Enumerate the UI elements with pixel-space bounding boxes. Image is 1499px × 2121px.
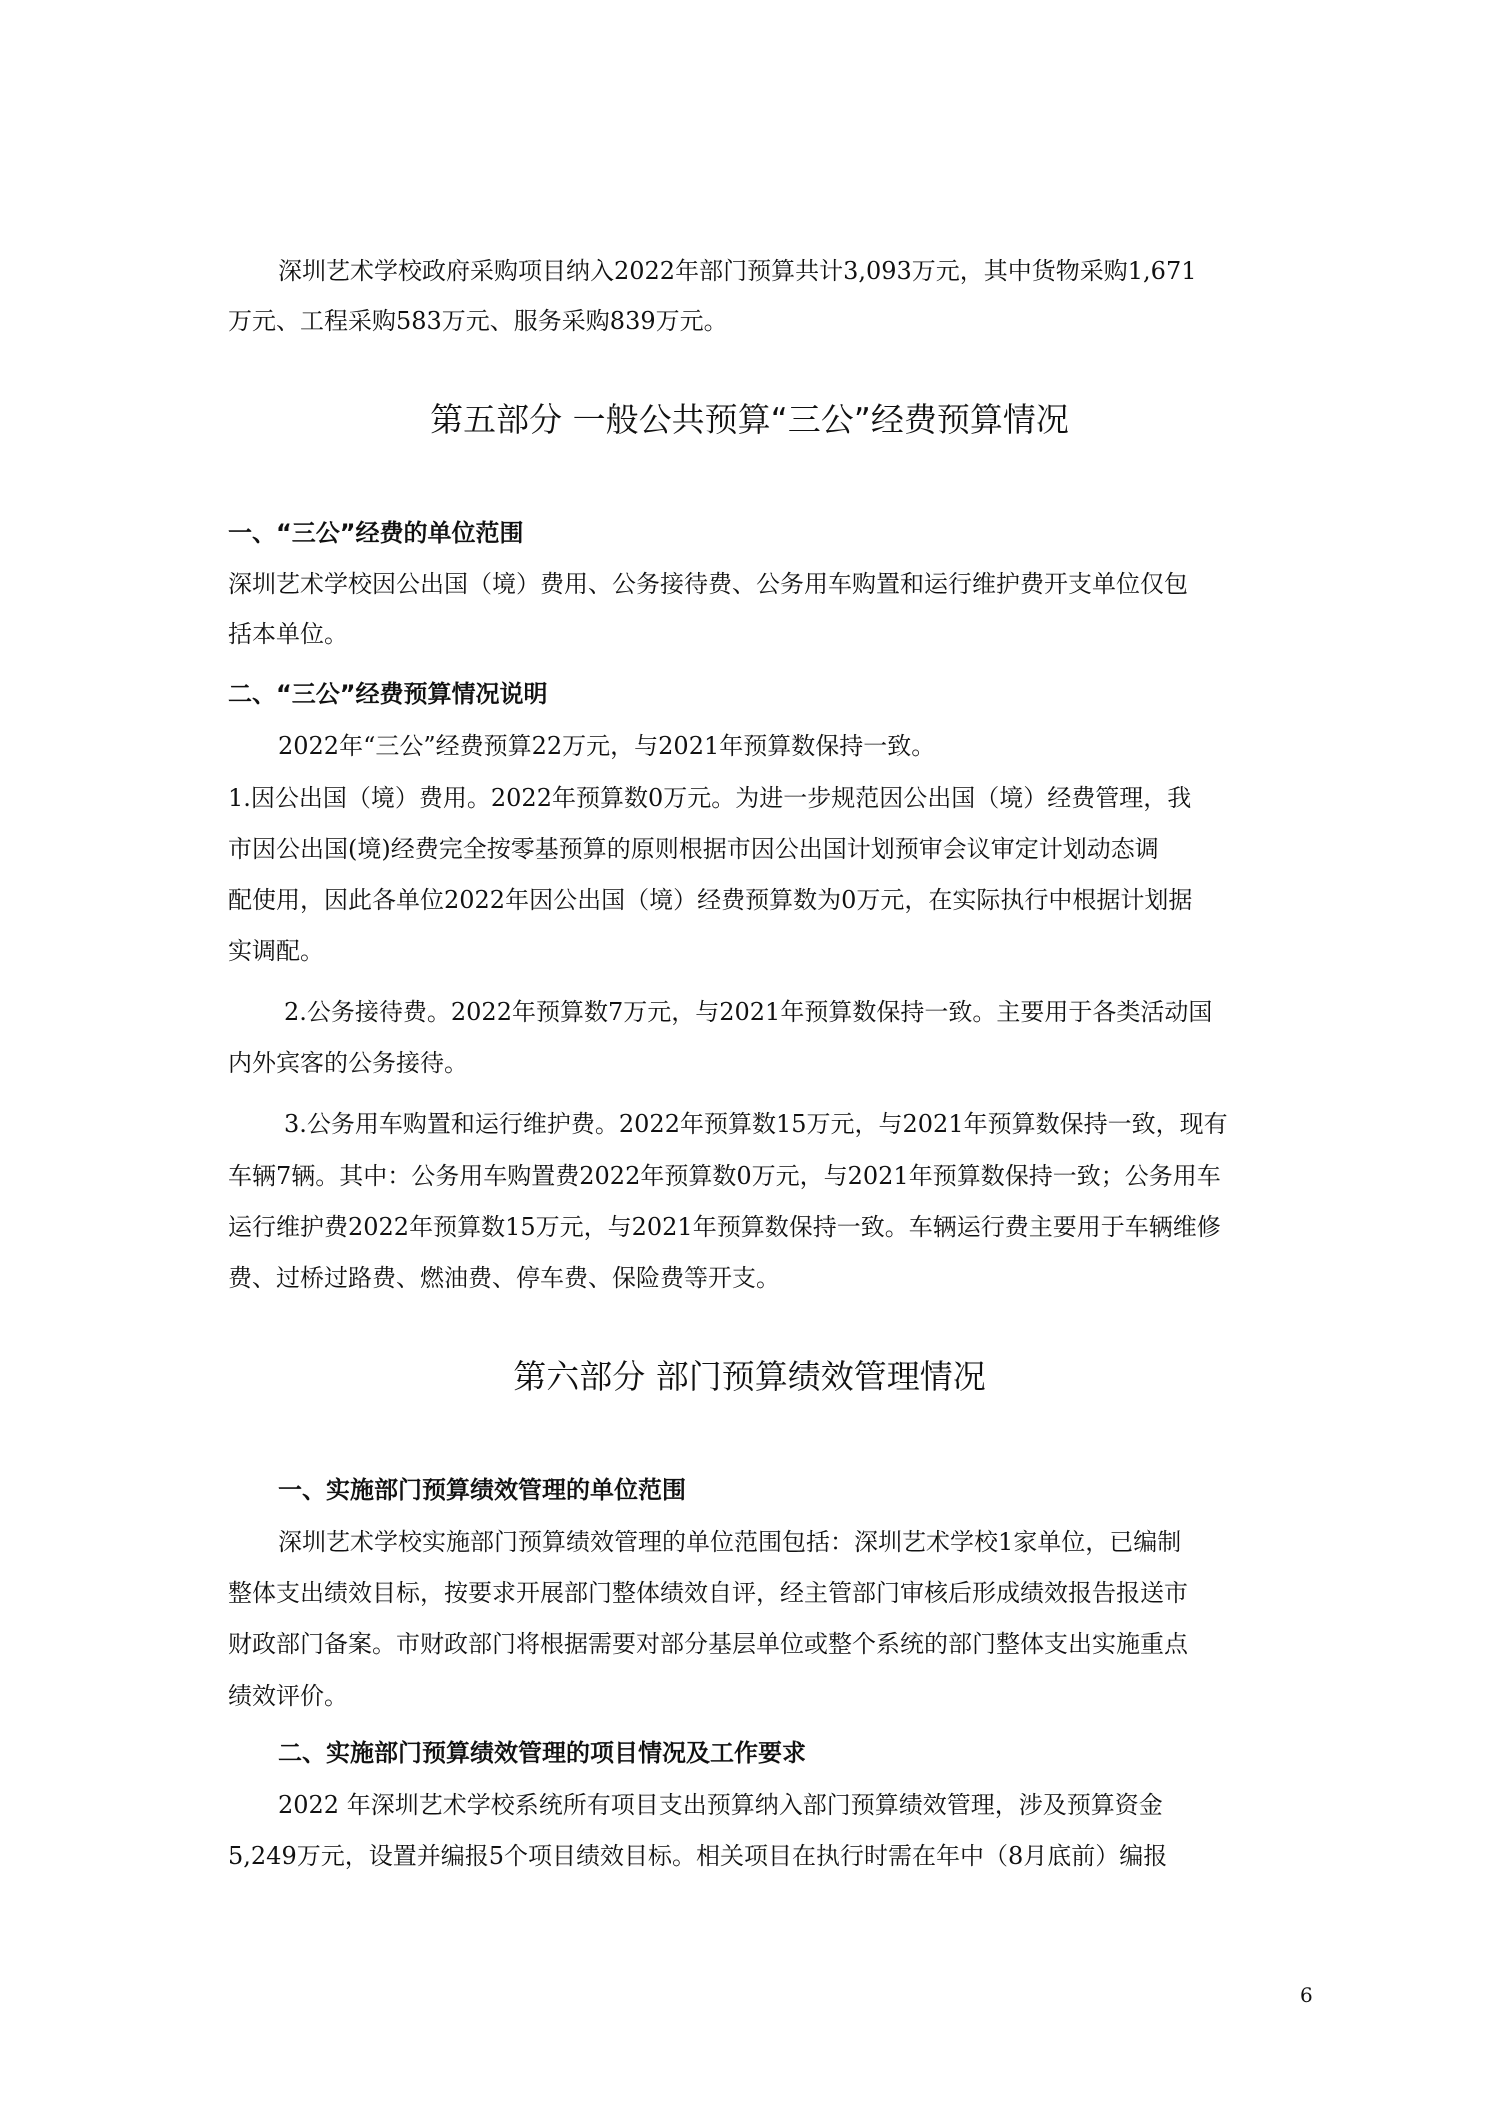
- part5-s1-line-1: 深圳艺术学校因公出国（境）费用、公务接待费、公务用车购置和运行维护费开支单位仅包: [228, 570, 1188, 598]
- item3-line-2: 车辆7辆。其中：公务用车购置费2022年预算数0万元，与2021年预算数保持一致；公务用车: [228, 1162, 1221, 1190]
- page-number: 6: [1300, 1983, 1313, 2007]
- part5-s2-heading: 二、“三公”经费预算情况说明: [228, 680, 548, 708]
- part6-s1-heading: 一、实施部门预算绩效管理的单位范围: [278, 1476, 686, 1504]
- part5-s2-summary: 2022年“三公”经费预算22万元，与2021年预算数保持一致。: [278, 732, 936, 760]
- part6-title: 第六部分 部门预算绩效管理情况: [513, 1357, 986, 1396]
- item3-line-1: 3.公务用车购置和运行维护费。2022年预算数15万元，与2021年预算数保持一致，现有: [284, 1110, 1228, 1138]
- part5-title: 第五部分 一般公共预算“三公”经费预算情况: [430, 400, 1069, 439]
- item2-line-2: 内外宾客的公务接待。: [228, 1049, 468, 1077]
- item1-line-2: 市因公出国(境)经费完全按零基预算的原则根据市因公出国计划预审会议审定计划动态调: [228, 835, 1159, 863]
- intro-line-1: 深圳艺术学校政府采购项目纳入2022年部门预算共计3,093万元，其中货物采购1,671: [278, 257, 1197, 285]
- item2-line-1: 2.公务接待费。2022年预算数7万元，与2021年预算数保持一致。主要用于各类活动国: [284, 998, 1213, 1026]
- part5-s1-line-2: 括本单位。: [228, 620, 348, 648]
- part6-s2-line-1: 2022 年深圳艺术学校系统所有项目支出预算纳入部门预算绩效管理，涉及预算资金: [278, 1791, 1163, 1819]
- item3-line-4: 费、过桥过路费、燃油费、停车费、保险费等开支。: [228, 1264, 780, 1292]
- part6-s2-heading: 二、实施部门预算绩效管理的项目情况及工作要求: [278, 1739, 806, 1767]
- item1-line-3: 配使用，因此各单位2022年因公出国（境）经费预算数为0万元，在实际执行中根据计划据: [228, 886, 1193, 914]
- part5-s1-heading: 一、“三公”经费的单位范围: [228, 519, 524, 547]
- item3-line-3: 运行维护费2022年预算数15万元，与2021年预算数保持一致。车辆运行费主要用于车辆维修: [228, 1213, 1221, 1241]
- part6-s1-line-1: 深圳艺术学校实施部门预算绩效管理的单位范围包括：深圳艺术学校1家单位，已编制: [278, 1528, 1182, 1556]
- part6-s1-line-4: 绩效评价。: [228, 1682, 348, 1710]
- part6-s1-line-2: 整体支出绩效目标，按要求开展部门整体绩效自评，经主管部门审核后形成绩效报告报送市: [228, 1579, 1188, 1607]
- part6-s2-line-2: 5,249万元，设置并编报5个项目绩效目标。相关项目在执行时需在年中（8月底前）编报: [228, 1842, 1168, 1870]
- item1-line-4: 实调配。: [228, 937, 324, 965]
- intro-line-2: 万元、工程采购583万元、服务采购839万元。: [228, 307, 728, 335]
- item1-line-1: 1.因公出国（境）费用。2022年预算数0万元。为进一步规范因公出国（境）经费管理，我: [228, 784, 1192, 812]
- part6-s1-line-3: 财政部门备案。市财政部门将根据需要对部分基层单位或整个系统的部门整体支出实施重点: [228, 1630, 1188, 1658]
